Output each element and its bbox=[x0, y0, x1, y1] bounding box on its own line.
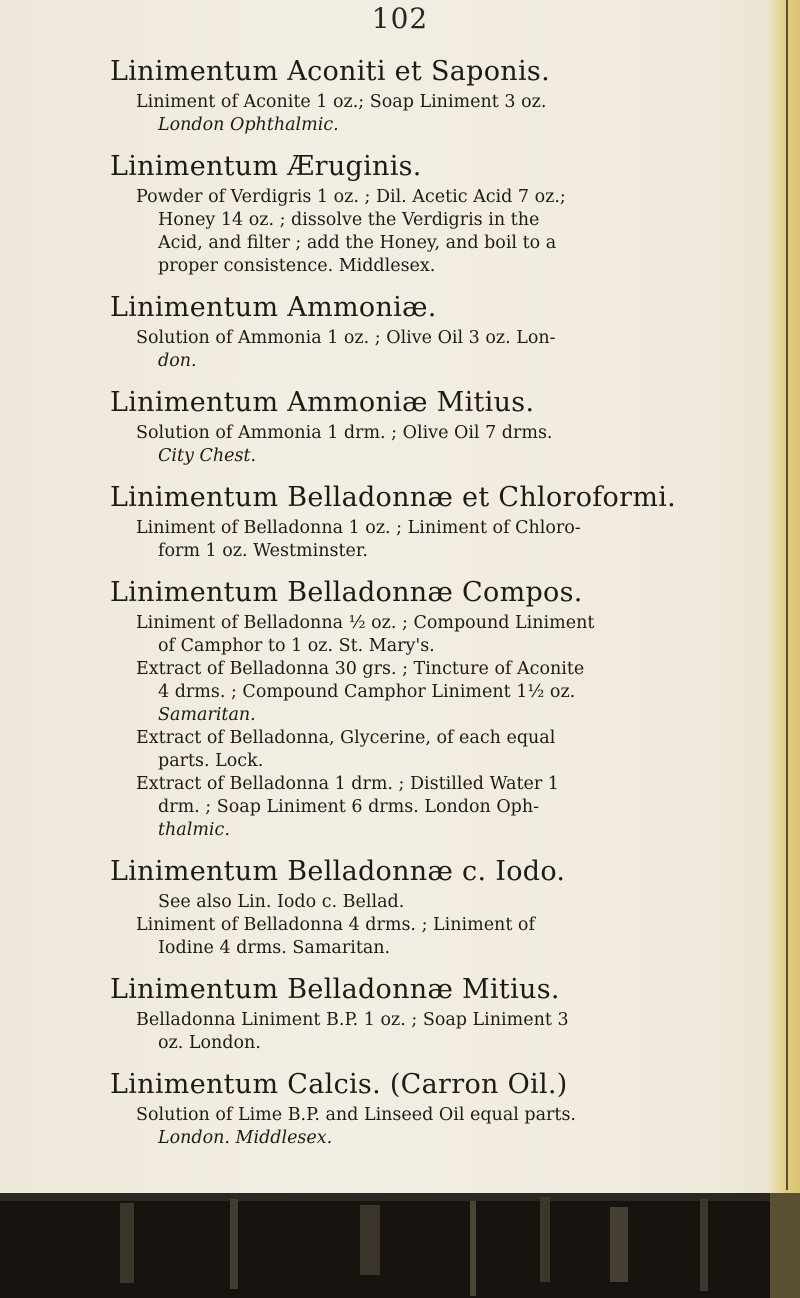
page-number: 102 bbox=[371, 2, 429, 35]
entry-heading: Linimentum Calcis. (Carron Oil.) bbox=[110, 1069, 568, 1100]
entry-body bbox=[110, 612, 760, 842]
entry-line: 4 drms. ; Compound Camphor Liniment 1½ oz. bbox=[158, 682, 576, 702]
entry-line: Extract of Belladonna 1 drm. ; Distilled Water 1 bbox=[136, 774, 559, 794]
entry-line: Liniment of Belladonna 4 drms. ; Liniment of bbox=[136, 915, 535, 935]
entry-line: don. bbox=[158, 351, 197, 371]
entry-line: Belladonna Liniment B.P. 1 oz. ; Soap Liniment 3 bbox=[136, 1010, 569, 1030]
entry-heading: Linimentum Belladonnæ et Chloroformi. bbox=[110, 482, 677, 513]
entry-line: Powder of Verdigris 1 oz. ; Dil. Acetic Acid 7 oz.; bbox=[136, 187, 566, 207]
entry-heading: Linimentum Aconiti et Saponis. bbox=[110, 56, 550, 87]
entry-line: drm. ; Soap Liniment 6 drms. London Oph- bbox=[158, 797, 540, 817]
entry-line: City Chest. bbox=[158, 446, 257, 466]
entry bbox=[110, 482, 760, 563]
page-bottom-edge bbox=[0, 1193, 800, 1298]
entry-line: Iodine 4 drms. Samaritan. bbox=[158, 938, 391, 958]
entry-line: thalmic. bbox=[158, 820, 230, 840]
entry-line: Extract of Belladonna 30 grs. ; Tincture of Aconite bbox=[136, 659, 585, 679]
entry-body bbox=[110, 891, 760, 960]
entry bbox=[110, 151, 760, 278]
entry-heading: Linimentum Æruginis. bbox=[110, 151, 422, 182]
entry-line: See also Lin. Iodo c. Bellad. bbox=[158, 892, 405, 912]
entry bbox=[110, 1069, 760, 1150]
entry bbox=[110, 577, 760, 842]
entry-body bbox=[110, 517, 760, 563]
entry-body bbox=[110, 327, 760, 373]
entry-line: form 1 oz. Westminster. bbox=[158, 541, 368, 561]
binding-edge bbox=[786, 0, 788, 1190]
entry-line: of Camphor to 1 oz. St. Mary's. bbox=[158, 636, 435, 656]
entry-line: Liniment of Belladonna 1 oz. ; Liniment of Chloro- bbox=[136, 518, 581, 538]
entry-line: Solution of Ammonia 1 oz. ; Olive Oil 3 oz. Lon- bbox=[136, 328, 556, 348]
entry-line: proper consistence. Middlesex. bbox=[158, 256, 436, 276]
entry-body bbox=[110, 1009, 760, 1055]
entry bbox=[110, 387, 760, 468]
entry-line: Solution of Ammonia 1 drm. ; Olive Oil 7 drms. bbox=[136, 423, 553, 443]
entry-heading: Linimentum Belladonnæ Compos. bbox=[110, 577, 583, 608]
entry-line: Acid, and filter ; add the Honey, and boil to a bbox=[158, 233, 557, 253]
entry-line: Honey 14 oz. ; dissolve the Verdigris in the bbox=[158, 210, 540, 230]
entry bbox=[110, 292, 760, 373]
torn-edge-shading bbox=[0, 1193, 800, 1298]
entry-line: London Ophthalmic. bbox=[158, 115, 339, 135]
entry-line: Liniment of Aconite 1 oz.; Soap Liniment 3 oz. bbox=[136, 92, 547, 112]
entry-line: parts. Lock. bbox=[158, 751, 264, 771]
entry-line: Extract of Belladonna, Glycerine, of each equal bbox=[136, 728, 556, 748]
entry-list bbox=[110, 56, 760, 1164]
page-gutter bbox=[766, 0, 800, 1298]
entry-heading: Linimentum Belladonnæ c. Iodo. bbox=[110, 856, 566, 887]
entry-body bbox=[110, 91, 760, 137]
entry-line: Solution of Lime B.P. and Linseed Oil equal parts. bbox=[136, 1105, 576, 1125]
entry-body bbox=[110, 422, 760, 468]
entry-line: Liniment of Belladonna ½ oz. ; Compound Liniment bbox=[136, 613, 595, 633]
entry-line: Samaritan. bbox=[158, 705, 256, 725]
entry bbox=[110, 974, 760, 1055]
entry bbox=[110, 856, 760, 960]
entry-line: London. Middlesex. bbox=[158, 1128, 333, 1148]
entry-heading: Linimentum Belladonnæ Mitius. bbox=[110, 974, 560, 1005]
entry-heading: Linimentum Ammoniæ. bbox=[110, 292, 437, 323]
entry bbox=[110, 56, 760, 137]
entry-line: oz. London. bbox=[158, 1033, 261, 1053]
entry-body bbox=[110, 186, 760, 278]
entry-heading: Linimentum Ammoniæ Mitius. bbox=[110, 387, 535, 418]
entry-body bbox=[110, 1104, 760, 1150]
